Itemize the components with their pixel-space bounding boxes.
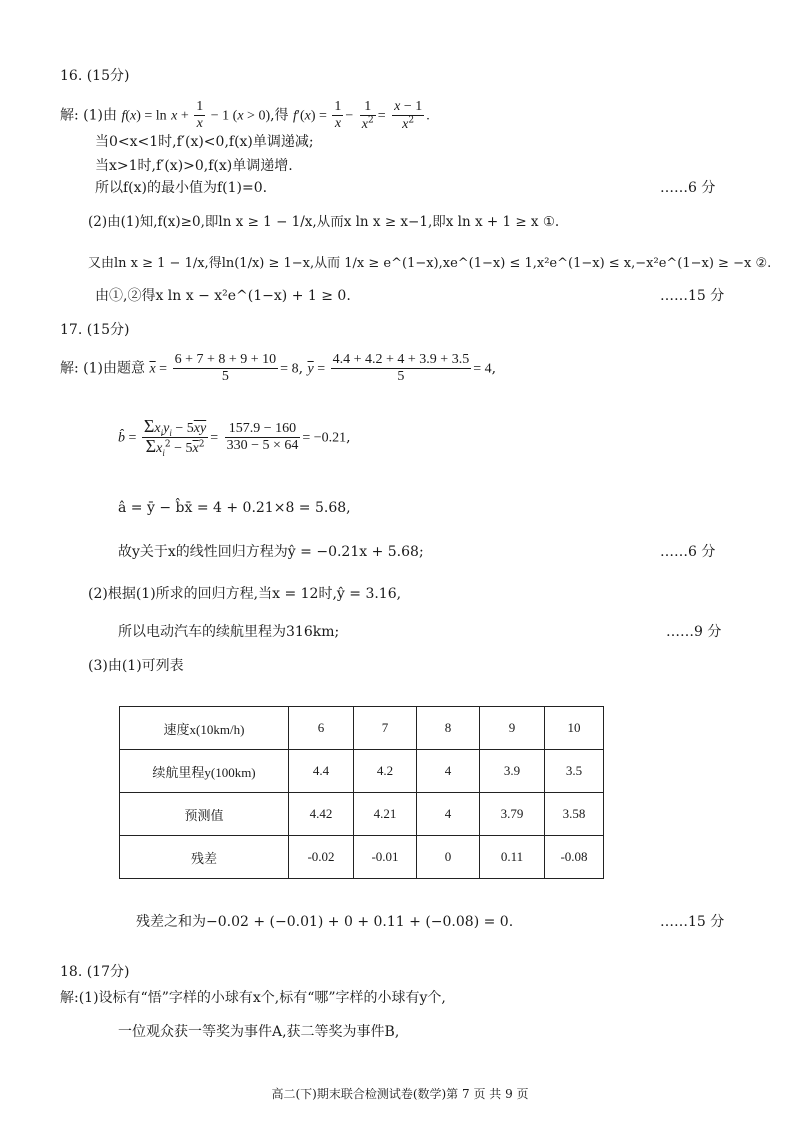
table-label: 速度x(10km/h) xyxy=(120,707,289,750)
q17-jie-label: 解: xyxy=(60,360,79,377)
table-cell: 0 xyxy=(417,836,480,879)
table-row-range xyxy=(120,750,604,793)
q17-part2-result: 所以电动汽车的续航里程为316km; xyxy=(118,624,340,640)
table-cell: -0.01 xyxy=(354,836,417,879)
table-cell: 9 xyxy=(480,707,545,750)
table-cell: 3.9 xyxy=(480,750,545,793)
table-label: 残差 xyxy=(120,836,289,879)
q18-line2: 一位观众获一等奖为事件A,获二等奖为事件B, xyxy=(118,1024,400,1040)
table-cell: 10 xyxy=(545,707,604,750)
q17-part3-label: (3)由(1)可列表 xyxy=(88,658,184,674)
q16-part1-line: 解: (1)由 f(x) = ln x + $\frac{1}{x}$ − 1 (x > 0),得 f′(x) = $\frac{1}{x}$ − $\frac{1}{x^2}$ = $\frac{x - 1}{x^2}$ . xyxy=(60,98,430,132)
table-cell: 4.2 xyxy=(354,750,417,793)
q16-part2-line1: (2)由(1)知,f(x)≥0,即ln x ≥ 1 − 1/x,从而x ln x ≥ x−1,即x ln x + 1 ≥ x ①. xyxy=(88,214,560,230)
q17-regression-line: 故y关于x的线性回归方程为ŷ = −0.21x + 5.68; xyxy=(118,544,424,560)
q18-line1 xyxy=(60,988,446,1008)
table-cell: 4.21 xyxy=(354,793,417,836)
q16-heading: 16. (15分) xyxy=(60,68,130,84)
q17-score-15: ……15 分 xyxy=(660,914,725,930)
q16-score-15: ……15 分 xyxy=(660,288,725,304)
q16-case1: 当0<x<1时,f′(x)<0,f(x)单调递减; xyxy=(95,134,314,150)
table-cell: 8 xyxy=(417,707,480,750)
table-cell: -0.08 xyxy=(545,836,604,879)
table-cell: 4.4 xyxy=(289,750,354,793)
q17-heading: 17. (15分) xyxy=(60,322,130,338)
q17-score-9: ……9 分 xyxy=(666,624,722,640)
q16-conclusion: 所以f(x)的最小值为f(1)=0. xyxy=(95,180,268,196)
table-cell: 4 xyxy=(417,793,480,836)
table-row-speed xyxy=(120,707,604,750)
table-cell: 3.58 xyxy=(545,793,604,836)
q16-part2-line2: 又由ln x ≥ 1 − 1/x,得ln(1/x) ≥ 1−x,从而 1/x ≥ e^(1−x),xe^(1−x) ≤ 1,x²e^(1−x) ≤ x,−x²e^(1−x) ≥ −x ②. xyxy=(88,256,772,271)
q18-line1-text: (1)设标有“悟”字样的小球有x个,标有“哪”字样的小球有y个, xyxy=(78,990,446,1006)
table-cell: 7 xyxy=(354,707,417,750)
table-label: 续航里程y(100km) xyxy=(120,750,289,793)
table-cell: 3.5 xyxy=(545,750,604,793)
table-cell: 6 xyxy=(289,707,354,750)
table-cell: 4.42 xyxy=(289,793,354,836)
table-cell: -0.02 xyxy=(289,836,354,879)
q17-bhat-formula: b̂ = $\frac{\Sigma x_iy_i - 5\overline{xy}}{\Sigma x_i^2 - 5\overline{x}^2}$ = $\frac{157.9 - 160}{330 - 5 \times 64}$ = −0.21, xyxy=(118,416,351,458)
q16-jie-label: 解: xyxy=(60,107,79,124)
q17-score-6: ……6 分 xyxy=(660,544,716,560)
table-cell: 3.79 xyxy=(480,793,545,836)
table-row-predicted xyxy=(120,793,604,836)
q17-residual-sum: 残差之和为−0.02 + (−0.01) + 0 + 0.11 + (−0.08) = 0. xyxy=(136,914,514,930)
q16-score-6: ……6 分 xyxy=(660,180,716,196)
table-cell: 4 xyxy=(417,750,480,793)
q17-part1-line: 解: (1)由题意 $\overline{x}$ = $\frac{6 + 7 + 8 + 9 + 10}{5}$ = 8, $\overline{y}$ = $\frac{4.4 + 4.2 + 4 + 3.9 + 3.5}{5}$ = 4, xyxy=(60,352,497,384)
q16-part2-line3: 由①,②得x ln x − x²e^(1−x) + 1 ≥ 0. xyxy=(95,288,351,304)
q18-heading: 18. (17分) xyxy=(60,964,130,980)
table-row-residual xyxy=(120,836,604,879)
table-label: 预测值 xyxy=(120,793,289,836)
page-footer: 高二(下)期末联合检测试卷(数学)第 7 页 共 9 页 xyxy=(271,1087,529,1101)
q17-ahat-line: â = ȳ − b̂x̄ = 4 + 0.21×8 = 5.68, xyxy=(118,500,351,516)
q18-jie-label: 解: xyxy=(60,990,79,1006)
q17-data-table xyxy=(119,706,604,879)
q17-part2-line: (2)根据(1)所求的回归方程,当x = 12时,ŷ = 3.16, xyxy=(88,586,402,602)
table-cell: 0.11 xyxy=(480,836,545,879)
q16-case2: 当x>1时,f′(x)>0,f(x)单调递增. xyxy=(95,158,293,174)
